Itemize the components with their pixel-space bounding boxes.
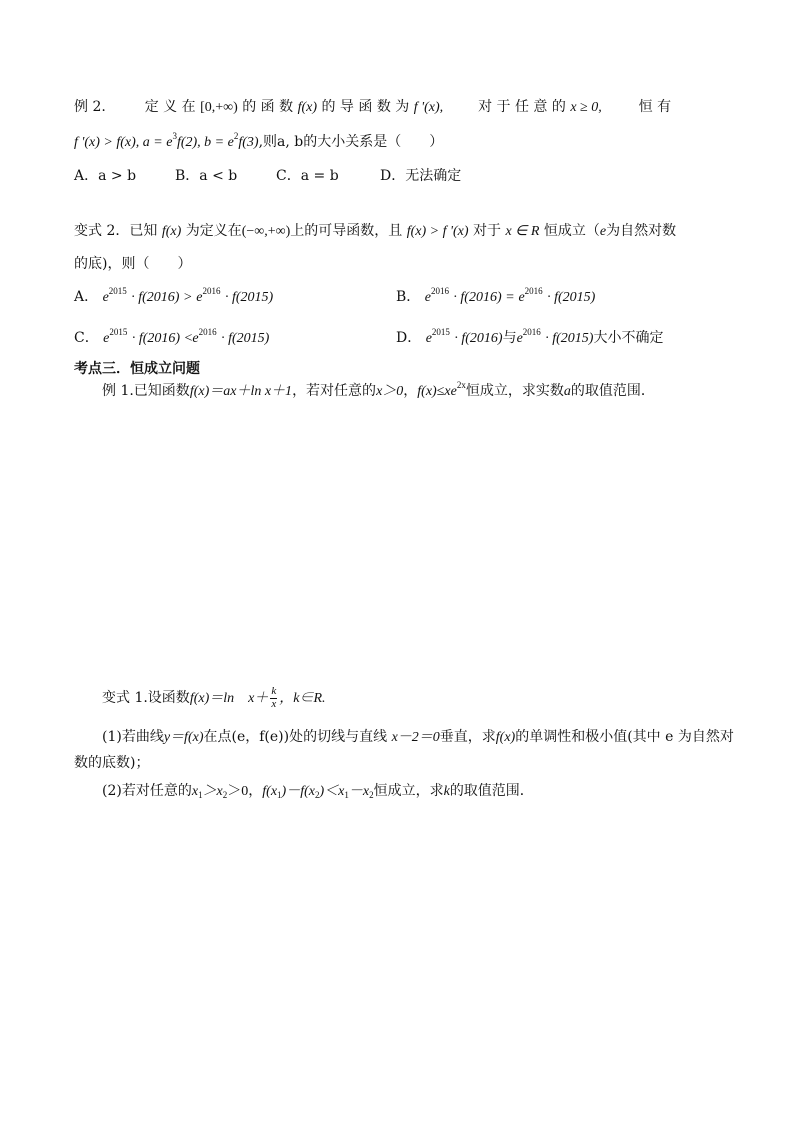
variant2-option-b-f2: · f(2015) (547, 290, 596, 305)
example2-option-c-wrap (276, 169, 339, 183)
variant1-part2-k: k (443, 784, 450, 799)
variant2-option-a-exp1: 2015 (108, 286, 127, 296)
variant2-option-a-f1: · f(2016) (131, 290, 180, 305)
variant1-part2-sub2: 2 (222, 790, 228, 800)
variant1-part2-x1: x (191, 784, 199, 799)
example2-exp-b: 2 (233, 131, 239, 141)
section3-example1-text-b: ，若对任意的 (292, 383, 377, 399)
variant1-fraction-num: k (271, 685, 277, 697)
variant2-fx: f(x) (161, 224, 182, 239)
variant2-option-d-e1: e (425, 331, 432, 346)
variant1-part1-d: 的单调性和极小值(其中 e 为自然对 (515, 729, 734, 745)
example2-text-c: 的 导 函 数 为 (321, 99, 410, 115)
variant2-option-b-f1: · f(2016) (453, 290, 502, 305)
variant1-part1-y: y＝f(x) (163, 730, 204, 745)
example2-option-a: A．a > b (74, 168, 137, 184)
variant2-option-d-and: 与 (502, 330, 517, 346)
variant2-option-c-f2: · f(2015) (221, 331, 270, 346)
section3-example1-a: a (563, 384, 571, 399)
example2-options (74, 169, 136, 183)
example2-option-d: D．无法确定 (380, 168, 462, 184)
variant1-part1-e: 数的底数)； (74, 755, 150, 771)
variant2-line2 (74, 257, 191, 271)
section3-example1-ineq: f(x)≤xe (417, 384, 457, 399)
variant2-option-c-f1: · f(2016) (131, 331, 181, 346)
variant2-text-f: 为自然对数 (606, 223, 677, 239)
example2-text-a: 定 义 在 (144, 99, 196, 115)
example2-option-c: C．a = b (276, 168, 339, 184)
variant1-fraction (270, 686, 277, 710)
variant2-option-b-e1: e (424, 290, 431, 305)
variant2-text-d: 对于 (472, 223, 501, 239)
variant2-option-c-e2: e (192, 331, 199, 346)
example2-cond: x ≥ 0, (570, 100, 602, 115)
variant2-option-b-exp2: 2016 (524, 286, 543, 296)
variant2-option-c (74, 327, 270, 346)
variant2-option-d-exp1: 2015 (431, 327, 450, 337)
example2-text-e: 恒 有 (638, 99, 672, 115)
variant1-fx: f(x)＝ln x＋ (189, 691, 269, 707)
example2-line1 (74, 100, 671, 115)
variant1-tail: ，k∈R. (279, 691, 326, 707)
variant2-cond: x ∈ R (505, 224, 540, 239)
variant1-part1-a: (1)若曲线 (102, 729, 164, 745)
variant1-part2-sub3: 1 (277, 790, 282, 800)
variant1-part1-fx: f(x) (495, 730, 516, 745)
variant1-part1-b: 在点(e，f(e))处的切线与直线 (203, 729, 388, 745)
variant1-part2-ineq-a: f(x (262, 784, 278, 799)
variant2-option-a-op: > (183, 290, 192, 305)
variant2-domain: (−∞,+∞) (241, 224, 291, 239)
variant1-part2-b: ＞x (202, 784, 223, 799)
variant2-option-d-e2: e (516, 331, 523, 346)
section3-example1 (102, 380, 655, 399)
section3-example1-x: x＞0 (376, 384, 404, 399)
variant2-option-a-f2: · f(2015) (224, 290, 274, 305)
variant2-option-b (396, 286, 596, 305)
variant1-intro-text: 变式 1.设函数 (102, 690, 190, 707)
variant1-part2-ineq-d: －x (348, 784, 370, 799)
example2-fpx: f '(x), (413, 100, 444, 115)
variant1-part2-a: (2)若对任意的 (102, 783, 192, 799)
variant1-part2-ineq-c: )＜x (319, 784, 345, 799)
example2-exp-a: 3 (172, 131, 177, 141)
section3-example1-exp: 2x (456, 380, 466, 390)
variant1-part2-d: 恒成立，求 (373, 783, 444, 799)
example2-mid-a: f(2), b = e (176, 135, 234, 150)
variant1-part2-sub6: 2 (369, 790, 374, 800)
variant1-part2-c: ＞0， (227, 784, 263, 799)
variant2-option-b-op: = (506, 290, 514, 305)
example2-text-b: 的 函 数 (242, 99, 294, 115)
section3-example1-text-c: ， (403, 383, 418, 399)
variant2-option-d-label: D． (396, 330, 422, 346)
variant2-text-b: 为定义在 (185, 223, 242, 239)
variant2-text-line2: 的底)，则（ ） (74, 256, 192, 272)
variant2-option-a-e2: e (196, 290, 203, 305)
variant2-option-d (396, 327, 664, 346)
variant1-part2-sub1: 1 (198, 790, 203, 800)
section3-example1-text-e: 的取值范围． (570, 383, 655, 399)
section3-example1-text-d: 恒成立，求实数 (465, 383, 564, 399)
example2-option-b: B．a < b (175, 168, 238, 184)
section3-example1-fx: f(x)＝ax＋ln x＋1 (189, 384, 293, 399)
section3-example1-text-a: 例 1.已知函数 (102, 383, 190, 399)
example2-text-d: 对 于 任 意 的 (478, 99, 566, 115)
variant2-text-a: 变式 2．已知 (74, 223, 158, 239)
variant1-part2-sub5: 1 (344, 790, 349, 800)
variant2-option-a (74, 286, 274, 305)
variant2-option-b-label: B． (396, 289, 421, 305)
variant1-part1-line: x－2＝0 (391, 730, 440, 745)
variant2-option-d-f1: · f(2016) (454, 331, 503, 346)
variant1-part2-e: 的取值范围． (449, 783, 534, 799)
example2-option-b-wrap (175, 169, 237, 183)
variant1-part2-ineq-b: )－f(x (281, 784, 315, 799)
variant2-option-a-label: A． (74, 289, 99, 305)
variant1-intro (102, 686, 326, 710)
variant2-option-a-exp2: 2016 (202, 286, 221, 296)
example2-fx: f(x) (297, 100, 318, 115)
variant2-option-b-exp1: 2016 (430, 286, 449, 296)
variant2-option-c-exp1: 2015 (109, 327, 128, 337)
variant2-ineq: f(x) > f '(x) (406, 224, 469, 239)
variant2-option-c-e1: e (103, 331, 110, 346)
example2-domain: [0,+∞) (200, 100, 238, 115)
variant2-text-c: 上的可导函数，且 (290, 223, 403, 239)
variant1-part1-line1 (102, 730, 734, 745)
variant1-fraction-den: x (271, 697, 277, 710)
example2-option-d-wrap (380, 169, 461, 183)
variant1-part1-line2 (74, 756, 149, 770)
example2-line2 (74, 131, 444, 150)
section3-heading: 考点三．恒成立问题 (74, 361, 200, 377)
example2-mid-b: f(3) (238, 135, 259, 150)
example2-tail: ,则a, b的大小关系是（ ） (258, 134, 444, 150)
variant2-option-b-e2: e (518, 290, 525, 305)
variant2-option-d-exp2: 2016 (522, 327, 541, 337)
variant2-option-c-label: C． (74, 330, 99, 346)
variant2-option-d-f2: · f(2015) (545, 331, 594, 346)
variant2-line1 (74, 224, 676, 239)
variant2-text-e: 恒成立（ (543, 223, 600, 239)
variant2-option-c-exp2: 2016 (198, 327, 217, 337)
variant1-part2 (102, 784, 534, 799)
variant1-part1-c: 垂直，求 (439, 729, 496, 745)
variant2-option-a-e1: e (102, 290, 109, 305)
variant2-option-d-unsure: 大小不确定 (593, 330, 664, 346)
example2-ineq: f '(x) > f(x), a = e (74, 135, 173, 150)
variant2-e: e (599, 224, 607, 239)
variant1-part2-sub4: 2 (314, 790, 320, 800)
example2-label: 例 2. (74, 99, 106, 115)
variant2-option-c-op: < (184, 331, 193, 346)
